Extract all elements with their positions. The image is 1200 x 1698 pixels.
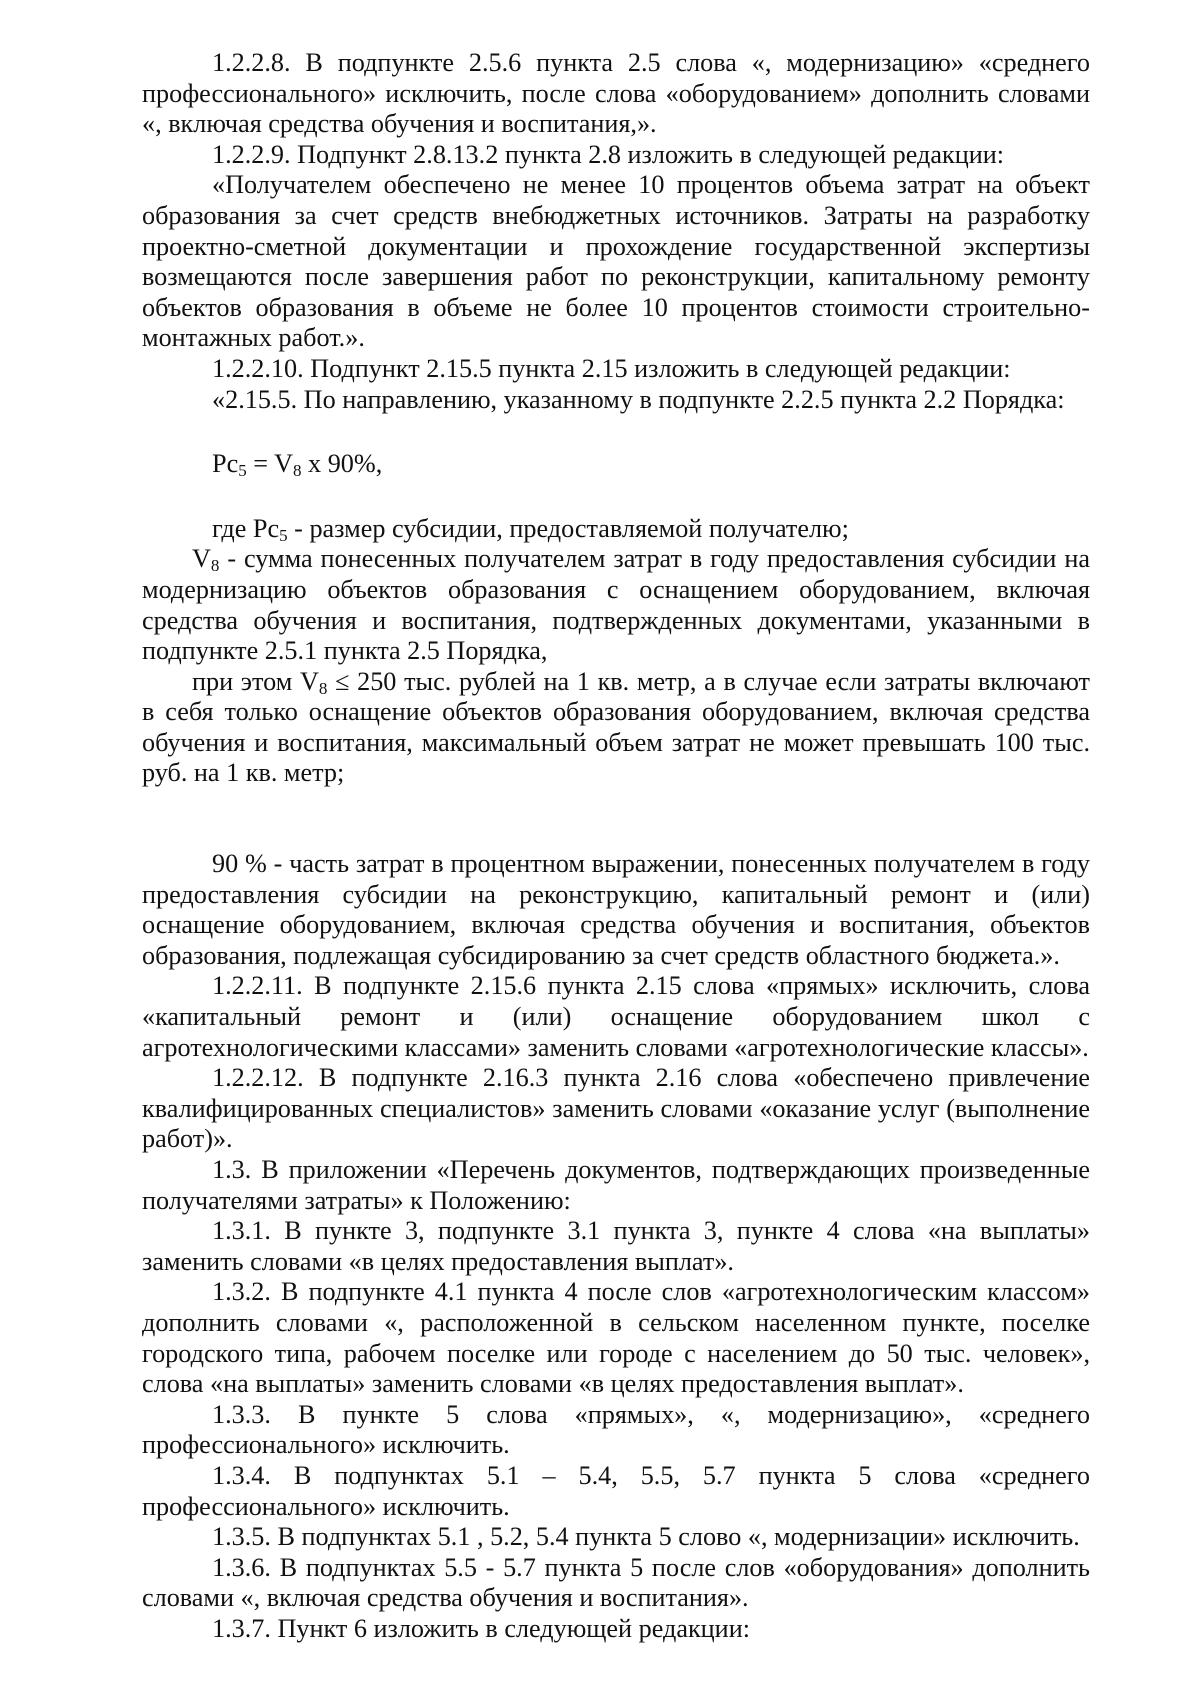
paragraph-1-2-2-10: 1.2.2.10. Подпункт 2.15.5 пункта 2.15 изложить в следующей редакции: (212, 353, 1011, 383)
paragraph-v8-limit (142, 667, 1090, 789)
text-fragment: V (192, 544, 211, 574)
subscript: 8 (318, 678, 328, 698)
text-fragment: - сумма понесенных получателем затрат в году предоставления субсидии на модернизацию объектов образования с оснащением оборудованием, включая средства обучения и воспитания, подтвержденных документами, указанными в подпункте 2.5.1 пункта 2.5 Порядка, (142, 544, 1090, 666)
subscript: 5 (279, 525, 288, 545)
paragraph-1-2-2-8: 1.2.2.8. В подпункте 2.5.6 пункта 2.5 слова «, модернизацию» «среднего профессионального» исключить, после слова «оборудованием» дополнить словами «, включая средства обучения и воспитания,». (142, 48, 1090, 139)
spacer (142, 480, 1090, 514)
spacer (142, 415, 1090, 449)
paragraph-v8-definition (142, 544, 1090, 666)
paragraph-1-3-5: 1.3.5. В подпунктах 5.1 , 5.2, 5.4 пункта 5 слово «, модернизации» исключить. (212, 1522, 1080, 1552)
text-fragment: при этом V (192, 666, 319, 696)
formula (142, 449, 1090, 480)
formula-lhs-subscript: 5 (238, 461, 247, 481)
formula-mid: = V (246, 449, 293, 479)
paragraph-1-3-3: 1.3.3. В пункте 5 слова «прямых», «, модернизацию», «среднего профессионального» исключить. (142, 1399, 1090, 1460)
formula-mid-subscript: 8 (293, 461, 302, 481)
text-fragment: где Pc (212, 513, 280, 543)
paragraph-quote-2-8-13-2: «Получателем обеспечено не менее 10 процентов объема затрат на объект образования за счет средств внебюджетных источников. Затраты на разработку проектно-сметной документации и прохождение государственной экспертизы возмещаются после завершения работ по реконструкции, капитальному ремонту объектов образования в объеме не более 10 процентов стоимости строительно-монтажных работ.». (142, 170, 1090, 353)
paragraph-90-percent: 90 % - часть затрат в процентном выражении, понесенных получателем в году предоставления субсидии на реконструкцию, капитальный ремонт и (или) оснащение оборудованием, включая средства обучения и воспитания, объектов образования, подлежащая субсидированию за счет средств областного бюджета.». (142, 849, 1090, 970)
spacer (142, 789, 1090, 849)
paragraph-1-3-7: 1.3.7. Пункт 6 изложить в следующей редакции: (212, 1613, 750, 1643)
paragraph-1-2-2-9: 1.2.2.9. Подпункт 2.8.13.2 пункта 2.8 изложить в следующей редакции: (212, 139, 1005, 169)
paragraph-1-3-2: 1.3.2. В подпункте 4.1 пункта 4 после слов «агротехнологическим классом» дополнить словами «, расположенной в сельском населенном пункте, поселке городского типа, рабочем поселке или городе с населением до 50 тыс. человек», слова «на выплаты» заменить словами «в целях предоставления выплат». (142, 1277, 1090, 1399)
paragraph-1-3-1: 1.3.1. В пункте 3, подпункте 3.1 пункта 3, пункте 4 слова «на выплаты» заменить словами «в целях предоставления выплат». (142, 1216, 1090, 1276)
formula-lhs: Pc (212, 449, 239, 479)
paragraph-where-pc5 (142, 514, 1090, 545)
paragraph-quote-2-15-5: «2.15.5. По направлению, указанному в подпункте 2.2.5 пункта 2.2 Порядка: (212, 384, 1065, 414)
text-fragment: ≤ 250 тыс. рублей на 1 кв. метр, а в случае если затраты включают в себя только оснащение объектов образования оборудованием, включая средства обучения и воспитания, максимальный объем затрат не может превышать 100 тыс. руб. на 1 кв. метр; (142, 666, 1090, 788)
document-page (142, 48, 1090, 1645)
paragraph-1-3: 1.3. В приложении «Перечень документов, подтверждающих произведенные получателями затраты» к Положению: (142, 1155, 1090, 1215)
subscript: 8 (210, 556, 220, 576)
paragraph-1-3-4: 1.3.4. В подпунктах 5.1 – 5.4, 5.5, 5.7 пункта 5 слова «среднего профессионального» исключить. (142, 1460, 1090, 1521)
formula-rhs: x 90%, (301, 449, 383, 479)
paragraph-1-2-2-12: 1.2.2.12. В подпункте 2.16.3 пункта 2.16 слова «обеспечено привлечение квалифицированных специалистов» заменить словами «оказание услуг (выполнение работ)». (142, 1063, 1090, 1154)
text-fragment: - размер субсидии, предоставляемой получателю; (287, 513, 849, 543)
paragraph-1-2-2-11: 1.2.2.11. В подпункте 2.15.6 пункта 2.15 слова «прямых» исключить, слова «капитальный ремонт и (или) оснащение оборудованием школ с агротехнологическими классами» заменить словами «агротехнологические классы». (142, 971, 1090, 1062)
paragraph-1-3-6: 1.3.6. В подпунктах 5.5 - 5.7 пункта 5 после слов «оборудования» дополнить словами «, включая средства обучения и воспитания». (142, 1552, 1090, 1613)
